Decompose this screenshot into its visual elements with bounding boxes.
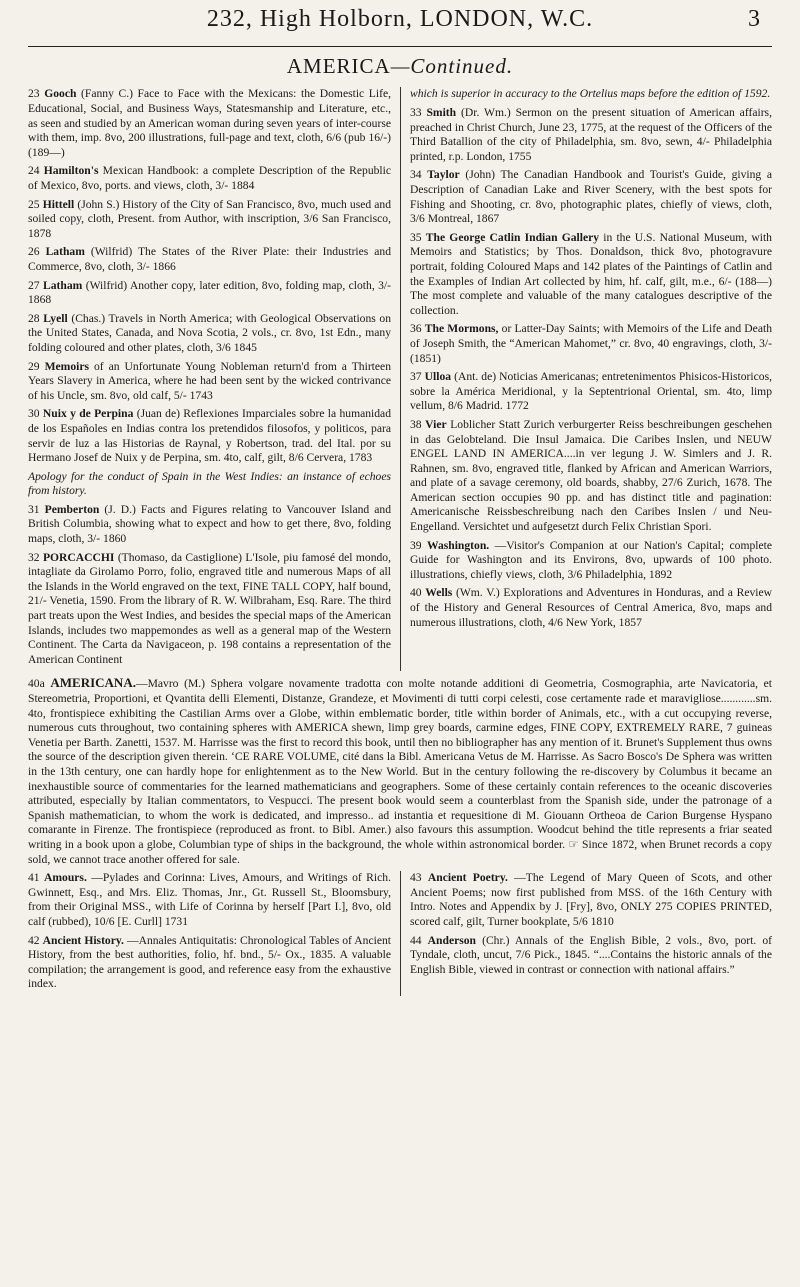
lot-number: 26 [28,245,40,259]
lot-description: —The Legend of Mary Queen of Scots, and other Ancient Poems; now first published from MSS. of the 16th Century with Intro. Notes and Appendix by J. [Fry], 8vo, ONLY 275 COPIES PRINTED, scored calf, gilt, Turner bookplate, 5/6 1810 [410,871,772,928]
lot-heading: Pemberton [44,502,100,516]
lot-heading: PORCACCHI [42,550,115,564]
catalogue-entry [410,87,772,102]
page-number: 3 [748,6,760,32]
catalogue-entry [410,871,772,929]
lot-heading: Memoirs [44,359,90,373]
catalogue-entry [410,322,772,366]
lot-number: 31 [28,502,40,516]
lot-number: 32 [28,550,40,564]
catalogue-entry [28,503,391,547]
bottom-right-column [400,871,772,996]
bookseller-address: 232, High Holborn, LONDON, W.C. [206,6,594,32]
lot-description: Loblicher Statt Zurich verburgerter Reiss beschreibungen geschehen in das Gelobteland. Die Insul Jamaica. Die Caribes Inslen, und NEUW ENGEL LAND IN AMERICA....in ver legung J. W. Simlers and J. R. Rahnen, sm. 8vo, engraved title, flanked by African and American Warriors, and plate of a savage ceremony, old boards, shabby, 27/6 Zurich, 1678. The American section occupies 90 pp. and has distinct title and pagination: Americanische Reissbeschreibung nach den Caribes Inslen / und Neu-Engelland. Versichtet und aufgesetzt durch Felix Christian Spori. [410,417,772,534]
lot-number: 38 [410,417,422,431]
lot-description: (Chas.) Travels in North America; with Geological Observations on the United States, Canada, and Nova Scotia, 2 vols., cr. 8vo, 1st Edn., many folding coloured and other plates, cloth, 3/6 1845 [28,311,392,354]
lot-heading: Washington. [427,538,490,552]
catalogue-entry [410,370,772,414]
catalogue-entry [410,934,772,978]
lot-number: 24 [28,164,40,178]
lot-description: (J. D.) Facts and Figures relating to Vancouver Island and British Columbia, showing what to expect and how to get there, 8vo, folding maps, cloth, 3/- 1860 [28,502,391,546]
catalogue-entry [28,279,391,308]
lot-description: in the U.S. National Museum, with Memoirs and Statistics; by Thos. Donaldson, thick 8vo, photogravure portrait, folding Coloured Maps and 142 plates of the Paintings of Catlin and the Examples of Indian Art collected by him, hf. calf, gilt, m.e., 6/- (188—) The most complete and valuable of the many catalogues descriptive of the collection. [410,230,772,317]
lot-description: Apology for the conduct of Spain in the West Indies: an instance of echoes from history. [28,469,391,498]
lot-heading: Wells [425,586,453,600]
lot-description: —Pylades and Corinna: Lives, Amours, and Writings of Rich. Gwinnett, Esq., and Mrs. Eliz. Thomas, Jnr., Gt. Russell St., Bloomsbury, from their Original MSS., with Life of Corinna by herself [Part I.], 8vo, old calf (rubbed), 10/6 [E. Curll] 1731 [28,871,391,928]
lot-description: (Dr. Wm.) Sermon on the present situation of American affairs, preached in Christ Church, June 23, 1775, at the request of the Officers of the Third Batallion of the city of Philadelphia, sm. 8vo, sewn, 4/- Philadelphia printed, r.p. London, 1755 [410,106,772,163]
lot-number: 34 [410,168,422,182]
lot-description: (Fanny C.) Face to Face with the Mexicans: the Domestic Life, Educational, Social, and Business Ways, Statesmanship and Literature, etc., as seen and studied by an American woman during seven years of inter-course with them, imp. 8vo, 200 illustrations, full-page and text, cloth, 6/6 (pub 16/-) (189—) [28,87,391,159]
lot-heading: Ancient History. [42,933,124,947]
catalogue-entry [28,360,391,404]
lot-number: 29 [28,359,40,373]
catalogue-entry [28,934,391,992]
catalogue-entry [28,470,391,499]
catalogue-entry [28,312,391,356]
lot-heading: Lyell [43,311,68,325]
lot-description: (Thomaso, da Castiglione) L'Isole, piu famosé del mondo, intagliate da Girolamo Porro, folio, engraved title and numerous Maps of all the Islands in the World engraved on the text, FINE TALL COPY, half bound, 21/- Venetia, 1590. From the library of R. W. Wilbraham, Esq. Rare. The third part treats upon the West Indies, and besides the special maps of the American Islands, includes two mappemondes as well as a general map of the Western Continent. The Carta da Navigaceon, p. 198 contains a representation of the American Continent [28,550,391,666]
lower-columns [28,871,772,996]
lot-number: 23 [28,87,40,101]
lot-number: 25 [28,197,40,211]
lot-heading: The Mormons, [424,322,499,336]
lot-description: (Ant. de) Noticias Americanas; entretenimentos Phisicos-Historicos, sobre la América Meridional, y la Septentrional Oriental, sm. 4to, limp vellum, 8/6 Madrid. 1772 [410,370,772,413]
lot-heading: Anderson [427,933,476,947]
lot-number: 27 [28,278,40,292]
lot-number: 28 [28,311,40,325]
lot-heading: Ulloa [424,370,452,384]
lot-description: which is superior in accuracy to the Ortelius maps before the edition of 1592. [410,87,771,101]
lot-heading: Taylor [427,168,460,182]
section-name: AMERICA [286,54,391,78]
lot-description: (John) The Canadian Handbook and Tourist's Guide, giving a Description of Canadian Lake and River Scenery, with the best spots for Fishing and Shooting, cr. 8vo, photographic plates, chiefly of views, cloth, 3/6 Montreal, 1867 [410,168,773,226]
lot-description: —Mavro (M.) Sphera volgare novamente tradotta con molte notande additioni di Geometria, Cosmographia, arte Navicatoria, et Stereometria, Proportioni, et Qvantita delli Elementi, Distanze, Grandeze, et Movimenti di tutti corpi celesti, cose certamente rade et maravigliose............sm. 4to, frontispiece exhibiting the Castilian Arms over a Globe, within emblematic border, title within border of Animals, etc., with a cut occupying reverse, numerous cuts throughout, two containing spheres with AMERICA shewn, limp grey boards, carmine edges, FINE COPY, EXTREMELY RARE, 7 guineas Venetia per Barth. Zanetti, 1537. M. Harrisse was the first to record this book, until then no bibliographer has any mention of it. Brunet's Supplement thus owns the source of the description given therein. ‘CE RARE VOLUME, cité dans la Bibl. Americana Vetus de M. Harrisse. As Sacro Bosco's De Sphera was written in the 13th century, one can hardly hope for enlightenment as to the New World. But in the century following the re-discovery by Columbus it became an inexhaustible source of commentaries for the learned mathematicians and geographers. Some of these certainly contain references to the oceanic discoveries attributed, especially by Italian commentators, to Vespucci. The present book would seem a counterblast from the Spanish side, under the patronage of a Spanish mathematician, to whom the work is dedicated, and impresso.. ad instantia et requesitione di M. Giouann Ortheoa de Carion Burgense Hyspano comarante in Firenze. The frontispiece (reproduced as front. to Bibl. Amer.) also favours this assumption. Woodcut behind the title represents a friar seated writing in a book upon a globe, Columbian type of ships in the background, the whole within astronomical border. ☞ Since 1872, when Brunet records a copy sold, we cannot trace another offered for sale. [28,677,772,866]
catalogue-entry [410,231,772,319]
lot-description: (Wilfrid) Another copy, later edition, 8vo, folding map, cloth, 3/- 1868 [28,278,391,307]
lot-number: 39 [410,538,422,552]
lot-description: —Annales Antiquitatis: Chronological Tables of Ancient History, from the best authorities, folio, hf. bnd., 5/- Ox., 1835. A valuable compilation; the arrangement is good, and reference easy from the exhaustive index. [28,933,392,991]
lot-number: 40 [410,586,422,600]
catalogue-entry [28,551,391,668]
full-width-entry [28,675,772,867]
catalogue-entry [28,198,391,242]
lot-heading: AMERICANA. [50,675,136,691]
lot-number: 44 [410,933,422,947]
bottom-left-column [28,871,400,996]
catalogue-entry [410,168,772,226]
lot-heading: Smith [426,106,457,120]
section-continued: —Continued. [390,54,514,78]
lot-number: 33 [410,106,422,120]
lot-description: —Visitor's Companion at our Nation's Capital; complete Guide for Washington and its Environs, 8vo, upwards of 100 photo. illustrations, chiefly views, cloth, 3/6 Philadelphia, 1892 [410,538,772,581]
catalogue-entry [28,87,391,160]
lot-description: (Juan de) Reflexiones Imparciales sobre la humanidad de los Españoles en Indias contra los pretendidos filosofos, y politicos, para servir de luz a las Historias de Raynal, y Robertson, trad. del Ital. por su Hermano Josef de Nuix y de Perpina, sm. 4to, calf, gilt, 8/6 Cervera, 1783 [28,407,391,465]
lot-number: 40a [28,677,45,691]
lot-number: 35 [410,230,422,244]
left-column [28,87,400,671]
lot-heading: Nuix y de Perpina [42,407,134,421]
page-header [28,0,772,46]
lot-description: or Latter-Day Saints; with Memoirs of the Life and Death of Joseph Smith, the “American Mahomet,” cr. 8vo, 40 engravings, cloth, 3/- (1851) [410,322,772,365]
catalogue-entry [28,871,391,929]
lot-heading: Hittell [42,197,75,211]
lot-number: 37 [410,370,422,384]
lot-description: (Wilfrid) The States of the River Plate: their Industries and Commerce, 8vo, cloth, 3/- 1866 [28,245,392,273]
header-rule [28,46,772,47]
catalogue-entry [410,106,772,164]
catalogue-entry [28,164,391,193]
lot-number: 41 [28,871,40,885]
upper-columns [28,87,772,671]
lot-heading: The George Catlin Indian Gallery [425,230,600,244]
lot-heading: Amours. [44,871,87,885]
section-title [28,53,772,79]
lot-description: Mexican Handbook: a complete Description of the Republic of Mexico, 8vo, ports. and views, cloth, 3/- 1884 [28,164,392,193]
catalogue-entry [410,586,772,630]
lot-description: of an Unfortunate Young Nobleman return'd from a Thirteen Years Slavery in America, where he had been sent by the wicked contrivance of his Uncle, sm. 8vo, old calf, 5/- 1743 [28,359,391,402]
lot-number: 42 [28,933,40,947]
lot-heading: Hamilton's [43,164,99,178]
catalogue-entry [28,245,391,274]
lot-description: (Chr.) Annals of the English Bible, 2 vols., 8vo, port. of Tyndale, cloth, uncut, 7/6 Pick., 1845. “....Contains the historic annals of the English Bible, viewed in contrast or connection with national affairs.” [410,933,772,976]
catalogue-entry [410,539,772,583]
catalogue-entry [28,407,391,465]
lot-number: 36 [410,322,422,336]
lot-heading: Vier [425,417,447,431]
catalogue-entry [410,418,772,535]
lot-heading: Ancient Poetry. [427,871,508,885]
lot-heading: Latham [43,278,83,292]
right-column [400,87,772,671]
lot-heading: Latham [45,245,85,259]
lot-description: (Wm. V.) Explorations and Adventures in Honduras, and a Review of the History and General Resources of Central America, 8vo, maps and numerous illustrations, cloth, 4/6 New York, 1857 [410,586,773,629]
lot-number: 43 [410,871,422,885]
lot-number: 30 [28,407,40,421]
lot-description: (John S.) History of the City of San Francisco, 8vo, much used and soiled copy, cloth, Present. from Author, with inscription, 3/6 San Francisco, 1878 [28,197,391,240]
lot-heading: Gooch [44,87,77,101]
